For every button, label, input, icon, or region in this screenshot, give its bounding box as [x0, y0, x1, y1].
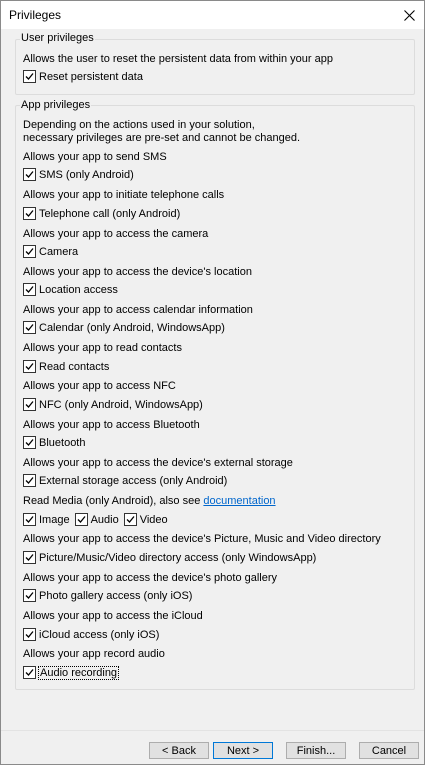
checkbox-box[interactable]	[23, 436, 36, 449]
checkmark-icon	[25, 247, 34, 256]
checkmark-icon	[25, 323, 34, 332]
checkbox-label: Photo gallery access (only iOS)	[39, 589, 193, 602]
checkbox-label: Audio recording	[40, 666, 118, 679]
media-directory-description: Allows your app to access the device's Picture, Music and Video directory	[23, 533, 381, 545]
audio-recording-checkbox[interactable]	[23, 666, 118, 679]
sms-checkbox[interactable]	[23, 168, 134, 181]
checkbox-label: Video	[139, 513, 168, 526]
checkbox-box[interactable]	[124, 513, 137, 526]
user-privileges-group	[15, 39, 415, 95]
video-checkbox[interactable]	[124, 513, 168, 526]
checkmark-icon	[25, 476, 34, 485]
window-title: Privileges	[9, 8, 62, 22]
user-privileges-label: User privileges	[21, 32, 94, 44]
checkmark-icon	[25, 170, 34, 179]
checkmark-icon	[25, 285, 34, 294]
checkmark-icon	[25, 591, 34, 600]
checkbox-label: SMS (only Android)	[39, 168, 134, 181]
bluetooth-description: Allows your app to access Bluetooth	[23, 419, 200, 431]
read-contacts-checkbox[interactable]	[23, 360, 109, 373]
checkbox-label: External storage access (only Android)	[39, 474, 228, 487]
checkbox-label: Reset persistent data	[39, 70, 143, 83]
checkbox-box[interactable]	[23, 398, 36, 411]
read-media-description	[23, 495, 276, 507]
external-storage-checkbox[interactable]	[23, 474, 227, 487]
checkmark-icon	[25, 209, 34, 218]
checkbox-box[interactable]	[23, 321, 36, 334]
location-access-checkbox[interactable]	[23, 283, 118, 296]
checkmark-icon	[25, 668, 34, 677]
checkmark-icon	[25, 438, 34, 447]
checkbox-box[interactable]	[23, 474, 36, 487]
checkbox-box[interactable]	[23, 245, 36, 258]
contacts-description: Allows your app to read contacts	[23, 342, 182, 354]
read-media-text: Read Media (only Android), also see	[23, 495, 201, 507]
checkmark-icon	[25, 515, 34, 524]
title-bar	[1, 1, 424, 29]
checkbox-box[interactable]	[23, 360, 36, 373]
back-button[interactable]: < Back	[149, 742, 209, 759]
app-privileges-intro-line1: Depending on the actions used in your solution,	[23, 119, 255, 131]
checkbox-box[interactable]	[23, 666, 36, 679]
location-description: Allows your app to access the device's location	[23, 266, 252, 278]
checkbox-box[interactable]	[23, 207, 36, 220]
checkbox-label: Bluetooth	[39, 436, 86, 449]
checkmark-icon	[25, 553, 34, 562]
checkbox-label: Location access	[39, 283, 118, 296]
reset-data-description: Allows the user to reset the persistent data from within your app	[23, 53, 333, 65]
camera-checkbox[interactable]	[23, 245, 78, 258]
reset-persistent-data-checkbox[interactable]	[23, 70, 143, 83]
checkmark-icon	[25, 400, 34, 409]
app-privileges-label: App privileges	[21, 99, 91, 111]
checkmark-icon	[25, 362, 34, 371]
calendar-description: Allows your app to access calendar information	[23, 304, 253, 316]
icloud-checkbox[interactable]	[23, 628, 159, 641]
checkbox-label: Audio	[90, 513, 119, 526]
checkbox-label: Calendar (only Android, WindowsApp)	[39, 321, 225, 334]
app-privileges-intro-line2: necessary privileges are pre-set and cannot be changed.	[23, 132, 301, 144]
photo-gallery-checkbox[interactable]	[23, 589, 192, 602]
icloud-description: Allows your app to access the iCloud	[23, 610, 203, 622]
checkmark-icon	[126, 515, 135, 524]
close-button[interactable]	[398, 4, 420, 26]
next-button[interactable]: Next >	[213, 742, 273, 759]
checkmark-icon	[25, 630, 34, 639]
checkbox-box[interactable]	[23, 168, 36, 181]
sms-description: Allows your app to send SMS	[23, 151, 167, 163]
checkbox-label: Telephone call (only Android)	[39, 207, 181, 220]
calendar-checkbox[interactable]	[23, 321, 225, 334]
telephone-description: Allows your app to initiate telephone calls	[23, 189, 225, 201]
cancel-button[interactable]: Cancel	[359, 742, 419, 759]
read-media-options	[23, 513, 173, 526]
checkbox-label: iCloud access (only iOS)	[39, 628, 160, 641]
documentation-link[interactable]: documentation	[203, 495, 276, 507]
finish-button[interactable]: Finish...	[286, 742, 346, 759]
checkbox-box[interactable]	[23, 589, 36, 602]
checkbox-box[interactable]	[23, 283, 36, 296]
checkbox-box[interactable]	[23, 551, 36, 564]
checkbox-box[interactable]	[23, 513, 36, 526]
external-storage-description: Allows your app to access the device's external storage	[23, 457, 293, 469]
media-directory-checkbox[interactable]	[23, 551, 316, 564]
checkbox-label: Picture/Music/Video directory access (only WindowsApp)	[39, 551, 317, 564]
photo-gallery-description: Allows your app to access the device's photo gallery	[23, 572, 278, 584]
checkmark-icon	[25, 72, 34, 81]
checkmark-icon	[77, 515, 86, 524]
audio-record-description: Allows your app record audio	[23, 648, 165, 660]
nfc-checkbox[interactable]	[23, 398, 203, 411]
nfc-description: Allows your app to access NFC	[23, 380, 176, 392]
bluetooth-checkbox[interactable]	[23, 436, 85, 449]
checkbox-box[interactable]	[75, 513, 88, 526]
checkbox-label: Image	[39, 513, 70, 526]
button-bar-separator	[1, 730, 424, 731]
camera-description: Allows your app to access the camera	[23, 228, 209, 240]
checkbox-label: Camera	[39, 245, 79, 258]
checkbox-label: Read contacts	[39, 360, 110, 373]
checkbox-label: NFC (only Android, WindowsApp)	[39, 398, 203, 411]
image-checkbox[interactable]	[23, 513, 70, 526]
audio-checkbox[interactable]	[75, 513, 119, 526]
checkbox-box[interactable]	[23, 628, 36, 641]
telephone-call-checkbox[interactable]	[23, 207, 180, 220]
checkbox-box[interactable]	[23, 70, 36, 83]
close-icon	[404, 10, 415, 21]
